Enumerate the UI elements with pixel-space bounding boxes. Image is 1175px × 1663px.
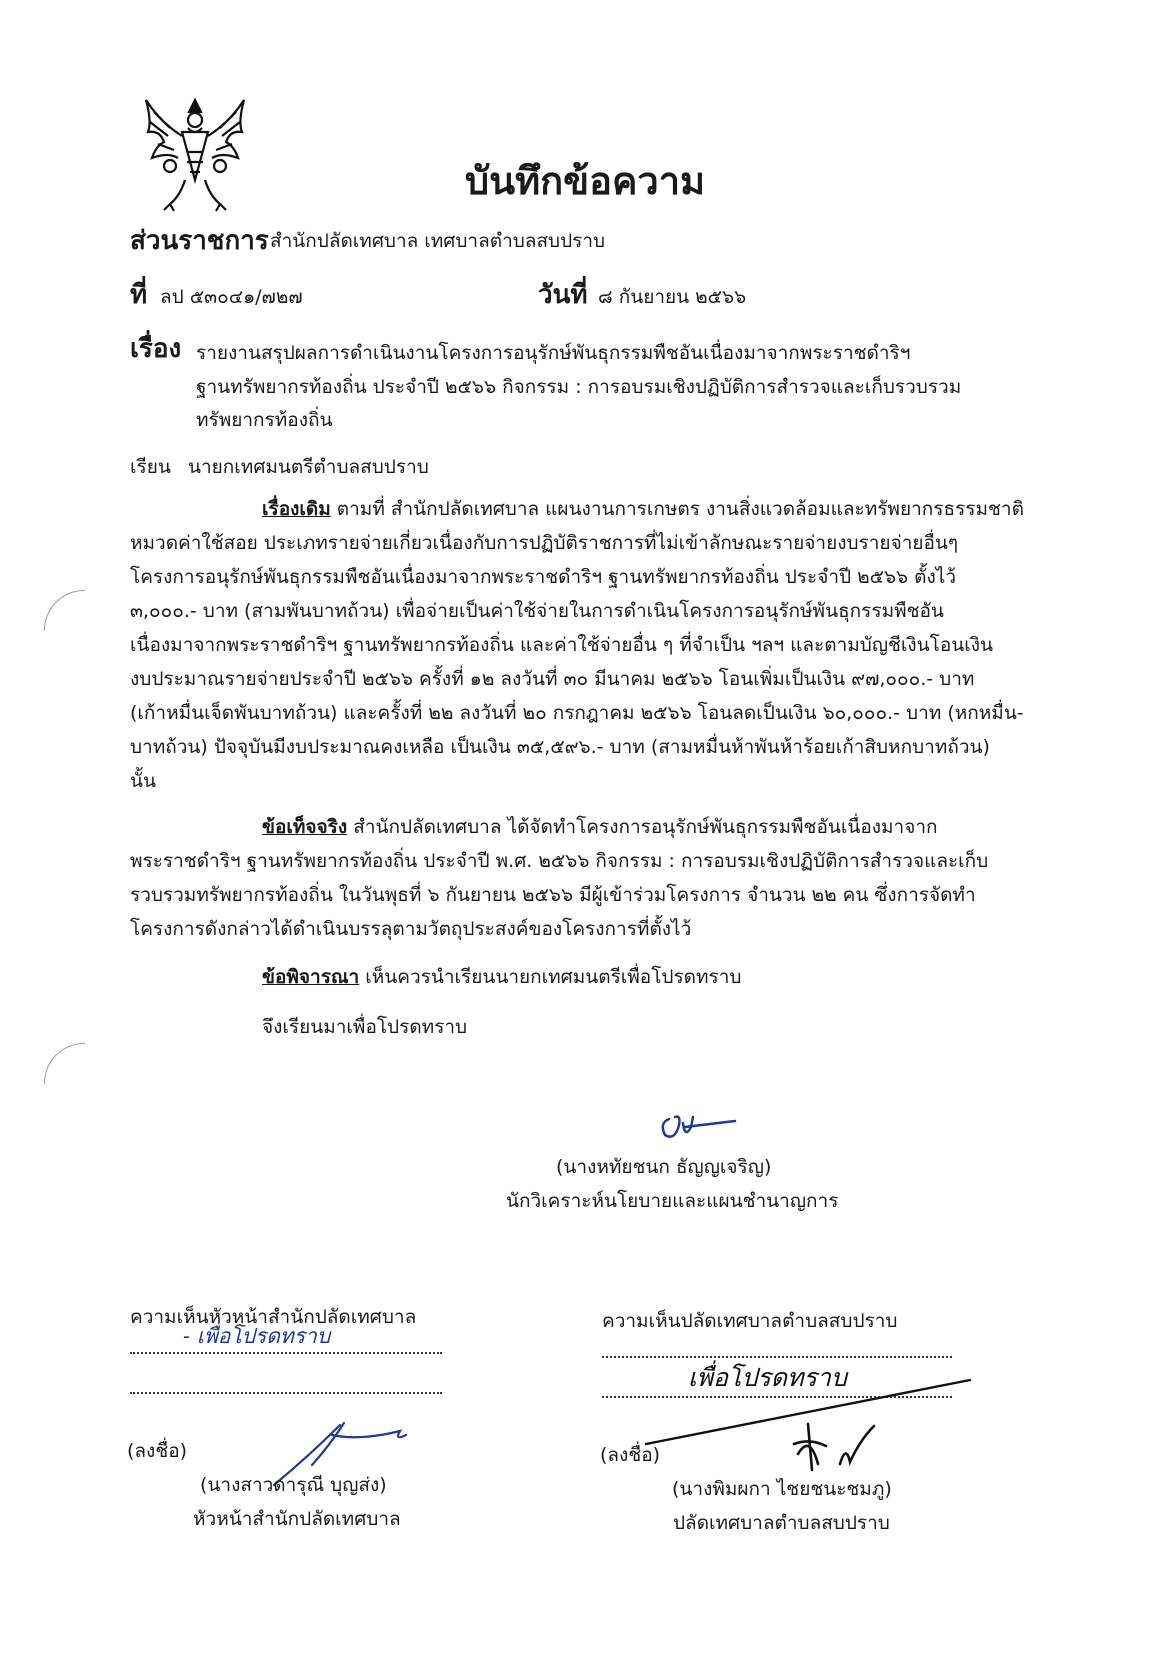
scan-mark bbox=[44, 1043, 85, 1084]
date-value: ๘ กันยายน ๒๕๖๖ bbox=[598, 286, 747, 308]
opinion-left-name: (นางสาวดารุณี บุญส่ง) bbox=[200, 1474, 387, 1496]
consideration-section bbox=[262, 962, 741, 992]
garuda-emblem bbox=[140, 92, 250, 214]
opinion-right-handwriting: เพื่อโปรดทราบ bbox=[688, 1363, 847, 1392]
facts-line: พระราชดำริฯ ฐานทรัพยากรท้องถิ่น ประจำปี พ.ศ. ๒๕๖๖ กิจกรรม : การอบรมเชิงปฏิบัติการสำรวจและเก็บ bbox=[130, 850, 989, 872]
background-line: งบประมาณรายจ่ายประจำปี ๒๕๖๖ ครั้งที่ ๑๒ ลงวันที่ ๓๐ มีนาคม ๒๕๖๖ โอนเพิ่มเป็นเงิน ๙๗,๐๐๐.- บาท bbox=[130, 668, 975, 690]
background-line: บาทถ้วน) ปัจจุบันมีงบประมาณคงเหลือ เป็นเงิน ๓๕,๕๙๖.- บาท (สามหมื่นห้าพันห้าร้อยเก้าสิบหกบาทถ้วน) bbox=[130, 736, 990, 758]
background-line: โครงการอนุรักษ์พันธุกรรมพืชอันเนื่องมาจากพระราชดำริฯ ฐานทรัพยากรท้องถิ่น ประจำปี ๒๕๖๖ ตั้งไว้ bbox=[130, 566, 956, 588]
background-line: (เก้าหมื่นเจ็ดพันบาทถ้วน) และครั้งที่ ๒๒ ลงวันที่ ๒๐ กรกฎาคม ๒๕๖๖ โอนลดเป็นเงิน ๖๐,๐๐๐.- บาท (หกหมื่น- bbox=[130, 702, 1024, 724]
signer-signature bbox=[655, 1105, 745, 1145]
date-label: วันที่ bbox=[538, 280, 588, 310]
background-heading: เรื่องเดิม bbox=[262, 498, 331, 520]
subject-label: เรื่อง bbox=[130, 334, 182, 364]
opinion-right-sign-label: (ลงชื่อ) bbox=[600, 1444, 661, 1466]
opinion-right-signature bbox=[790, 1414, 880, 1474]
opinion-left-handwriting: - เพื่อโปรดทราบ bbox=[183, 1324, 331, 1348]
background-line: ๓,๐๐๐.- บาท (สามพันบาทถ้วน) เพื่อจ่ายเป็นค่าใช้จ่ายในการดำเนินโครงการอนุรักษ์พันธุกรรมพืชอัน bbox=[130, 600, 944, 622]
opinion-left-position: หัวหน้าสำนักปลัดเทศบาล bbox=[193, 1508, 401, 1530]
facts-line: รวบรวมทรัพยากรท้องถิ่น ในวันพุธที่ ๖ กันยายน ๒๕๖๖ มีผู้เข้าร่วมโครงการ จำนวน ๒๒ คน ซึ่งการจัดทำ bbox=[130, 884, 976, 906]
subject-line: ฐานทรัพยากรท้องถิ่น ประจำปี ๒๕๖๖ กิจกรรม : การอบรมเชิงปฏิบัติการสำรวจและเก็บรวบรวม bbox=[196, 376, 962, 398]
closing-text: จึงเรียนมาเพื่อโปรดทราบ bbox=[262, 1016, 468, 1038]
facts-section bbox=[262, 812, 938, 842]
opinion-right-label: ความเห็นปลัดเทศบาลตำบลสบปราบ bbox=[602, 1310, 898, 1332]
subject-line: ทรัพยากรท้องถิ่น bbox=[196, 409, 333, 431]
opinion-right-name: (นางพิมผกา ไชยชนะชมภู) bbox=[672, 1478, 892, 1500]
opinion-left-sign-label: (ลงชื่อ) bbox=[127, 1440, 188, 1462]
background-section bbox=[262, 494, 1024, 524]
ref-label: ที่ bbox=[130, 280, 148, 310]
agency-label: ส่วนราชการ bbox=[130, 226, 269, 256]
consideration-text: เห็นควรนำเรียนนายกเทศมนตรีเพื่อโปรดทราบ bbox=[365, 966, 742, 988]
subject-line: รายงานสรุปผลการดำเนินงานโครงการอนุรักษ์พันธุกรรมพืชอันเนื่องมาจากพระราชดำริฯ bbox=[196, 342, 911, 364]
scan-mark bbox=[44, 590, 85, 631]
background-line: ตามที่ สำนักปลัดเทศบาล แผนงานการเกษตร งานสิ่งแวดล้อมและทรัพยากรธรรมชาติ bbox=[336, 498, 1024, 520]
facts-line: โครงการดังกล่าวได้ดำเนินบรรลุตามวัตถุประสงค์ของโครงการที่ตั้งไว้ bbox=[130, 918, 692, 940]
signer-name: (นางหทัยชนก ธัญญเจริญ) bbox=[556, 1156, 772, 1178]
agency-value: สำนักปลัดเทศบาล เทศบาลตำบลสบปราบ bbox=[270, 230, 606, 252]
signer-position: นักวิเคราะห์นโยบายและแผนชำนาญการ bbox=[506, 1190, 839, 1212]
page-title: บันทึกข้อความ bbox=[465, 159, 706, 203]
to-label: เรียน bbox=[130, 456, 171, 478]
ref-value: ลป ๕๓๐๔๑/๗๒๗ bbox=[160, 286, 303, 308]
opinion-left-label: ความเห็นหัวหน้าสำนักปลัดเทศบาล bbox=[130, 1306, 417, 1328]
opinion-right-position: ปลัดเทศบาลตำบลสบปราบ bbox=[673, 1512, 890, 1534]
facts-line: สำนักปลัดเทศบาล ได้จัดทำโครงการอนุรักษ์พันธุกรรมพืชอันเนื่องมาจาก bbox=[353, 816, 938, 838]
to-value: นายกเทศมนตรีตำบลสบปราบ bbox=[188, 456, 429, 478]
opinion-line bbox=[130, 1392, 442, 1394]
background-line: หมวดค่าใช้สอย ประเภทรายจ่ายเกี่ยวเนื่องกับการปฏิบัติราชการที่ไม่เข้าลักษณะรายจ่ายงบรายจ่ายอื่นๆ bbox=[130, 532, 959, 554]
background-line: นั้น bbox=[130, 770, 156, 792]
opinion-line bbox=[130, 1352, 442, 1354]
facts-heading: ข้อเท็จจริง bbox=[262, 816, 348, 838]
background-line: เนื่องมาจากพระราชดำริฯ ฐานทรัพยากรท้องถิ่น และค่าใช้จ่ายอื่น ๆ ที่จำเป็น ฯลฯ และตามบัญชีเงินโอนเงิน bbox=[130, 634, 994, 656]
consideration-heading: ข้อพิจารณา bbox=[262, 966, 360, 988]
